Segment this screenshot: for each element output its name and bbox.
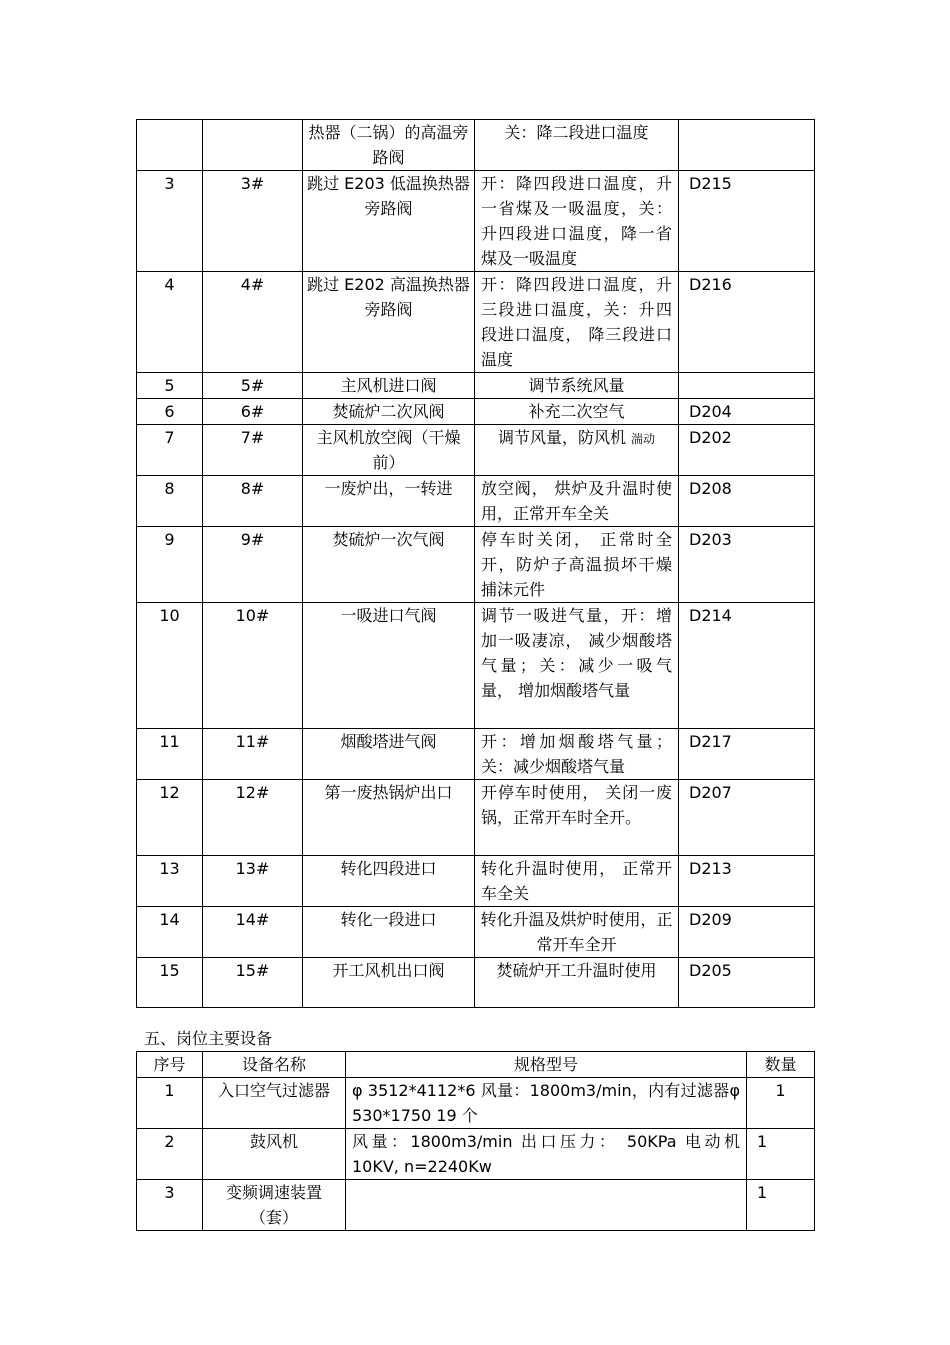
table-row — [137, 476, 815, 527]
table-row — [137, 272, 815, 373]
row-qty: 1 — [747, 1180, 815, 1231]
row-name: 入口空气过滤器 — [203, 1078, 346, 1129]
row-function: 转化升温及烘炉时使用，正常开车全开 — [475, 907, 679, 958]
row-name: 变频调速装置（套） — [203, 1180, 346, 1231]
row-function: 调节系统风量 — [475, 373, 679, 399]
row-code — [679, 120, 815, 171]
header-spec: 规格型号 — [346, 1052, 747, 1078]
row-code: D214 — [679, 603, 815, 729]
row-name: 一吸进口气阀 — [303, 603, 475, 729]
row-name: 焚硫炉二次风阀 — [303, 399, 475, 425]
row-no: 3 — [137, 171, 203, 272]
table-row — [137, 425, 815, 476]
table-row — [137, 120, 815, 171]
table-row — [137, 729, 815, 780]
row-no: 15 — [137, 958, 203, 1008]
row-tag: 8# — [203, 476, 303, 527]
row-code: D203 — [679, 527, 815, 603]
row-function: 转化升温时使用， 正常开车全关 — [475, 856, 679, 907]
row-qty: 1 — [747, 1129, 815, 1180]
row-function: 开停车时使用， 关闭一废锅，正常开车时全开。 — [475, 780, 679, 856]
table-row — [137, 1078, 815, 1129]
row-name: 热器（二锅）的高温旁路阀 — [303, 120, 475, 171]
row-no — [137, 120, 203, 171]
row-tag: 11# — [203, 729, 303, 780]
row-no: 10 — [137, 603, 203, 729]
row-name: 跳过 E203 低温换热器旁路阀 — [303, 171, 475, 272]
function-text: 调节风量，防风机 — [497, 428, 626, 447]
row-tag: 5# — [203, 373, 303, 399]
row-name: 主风机进口阀 — [303, 373, 475, 399]
header-no: 序号 — [137, 1052, 203, 1078]
row-no: 9 — [137, 527, 203, 603]
row-function — [475, 425, 679, 476]
header-name: 设备名称 — [203, 1052, 346, 1078]
row-no: 8 — [137, 476, 203, 527]
row-no: 14 — [137, 907, 203, 958]
row-no: 12 — [137, 780, 203, 856]
row-spec: φ 3512*4112*6 风量：1800m3/min，内有过滤器φ 530*1750 19 个 — [346, 1078, 747, 1129]
row-code: D205 — [679, 958, 815, 1008]
row-tag: 7# — [203, 425, 303, 476]
equipment-table — [136, 1051, 815, 1231]
row-tag: 13# — [203, 856, 303, 907]
row-code: D217 — [679, 729, 815, 780]
row-code: D216 — [679, 272, 815, 373]
row-tag — [203, 120, 303, 171]
row-name: 开工风机出口阀 — [303, 958, 475, 1008]
row-name: 鼓风机 — [203, 1129, 346, 1180]
row-function: 开：降四段进口温度，升三段进口温度，关：升四段进口温度， 降三段进口温度 — [475, 272, 679, 373]
row-code: D215 — [679, 171, 815, 272]
row-no: 2 — [137, 1129, 203, 1180]
row-code — [679, 373, 815, 399]
row-name: 第一废热锅炉出口 — [303, 780, 475, 856]
table-row — [137, 373, 815, 399]
table-row — [137, 399, 815, 425]
row-tag: 6# — [203, 399, 303, 425]
row-no: 5 — [137, 373, 203, 399]
row-function: 关：降二段进口温度 — [475, 120, 679, 171]
table-row — [137, 856, 815, 907]
row-tag: 4# — [203, 272, 303, 373]
table-row — [137, 1180, 815, 1231]
table-row — [137, 171, 815, 272]
row-function: 补充二次空气 — [475, 399, 679, 425]
function-small-text: 湍动 — [631, 432, 656, 446]
row-no: 1 — [137, 1078, 203, 1129]
row-no: 3 — [137, 1180, 203, 1231]
row-tag: 14# — [203, 907, 303, 958]
valve-table — [136, 119, 815, 1008]
row-no: 4 — [137, 272, 203, 373]
table-row — [137, 603, 815, 729]
table-header-row — [137, 1052, 815, 1078]
row-function: 放空阀， 烘炉及升温时使用，正常开车全关 — [475, 476, 679, 527]
row-function: 停车时关闭， 正常时全开，防炉子高温损坏干燥捕沫元件 — [475, 527, 679, 603]
row-name: 焚硫炉一次气阀 — [303, 527, 475, 603]
table-row — [137, 527, 815, 603]
row-function: 调节一吸进气量，开：增加一吸凄凉， 减少烟酸塔气量；关：减少一吸气量， 增加烟酸塔气量 — [475, 603, 679, 729]
row-tag: 12# — [203, 780, 303, 856]
row-code: D209 — [679, 907, 815, 958]
row-function: 焚硫炉开工升温时使用 — [475, 958, 679, 1008]
row-function: 开：降四段进口温度，升一省煤及一吸温度，关：升四段进口温度，降一省煤及一吸温度 — [475, 171, 679, 272]
row-function: 开：增加烟酸塔气量；关：减少烟酸塔气量 — [475, 729, 679, 780]
section-title: 五、岗位主要设备 — [144, 1029, 273, 1048]
row-code: D202 — [679, 425, 815, 476]
row-name: 跳过 E202 高温换热器旁路阀 — [303, 272, 475, 373]
row-name: 烟酸塔进气阀 — [303, 729, 475, 780]
row-no: 13 — [137, 856, 203, 907]
table-row — [137, 780, 815, 856]
row-name: 转化一段进口 — [303, 907, 475, 958]
row-name: 一废炉出，一转进 — [303, 476, 475, 527]
row-no: 6 — [137, 399, 203, 425]
table-row — [137, 1129, 815, 1180]
row-spec — [346, 1180, 747, 1231]
row-no: 7 — [137, 425, 203, 476]
row-name: 主风机放空阀（干燥前） — [303, 425, 475, 476]
row-no: 11 — [137, 729, 203, 780]
row-qty: 1 — [747, 1078, 815, 1129]
row-tag: 3# — [203, 171, 303, 272]
header-qty: 数量 — [747, 1052, 815, 1078]
row-tag: 10# — [203, 603, 303, 729]
row-tag: 9# — [203, 527, 303, 603]
row-tag: 15# — [203, 958, 303, 1008]
row-code: D213 — [679, 856, 815, 907]
table-row — [137, 907, 815, 958]
table-row — [137, 958, 815, 1008]
row-code: D204 — [679, 399, 815, 425]
row-spec: 风量：1800m3/min 出口压力： 50KPa 电动机 10KV, n=2240Kw — [346, 1129, 747, 1180]
row-code: D208 — [679, 476, 815, 527]
row-name: 转化四段进口 — [303, 856, 475, 907]
row-code: D207 — [679, 780, 815, 856]
